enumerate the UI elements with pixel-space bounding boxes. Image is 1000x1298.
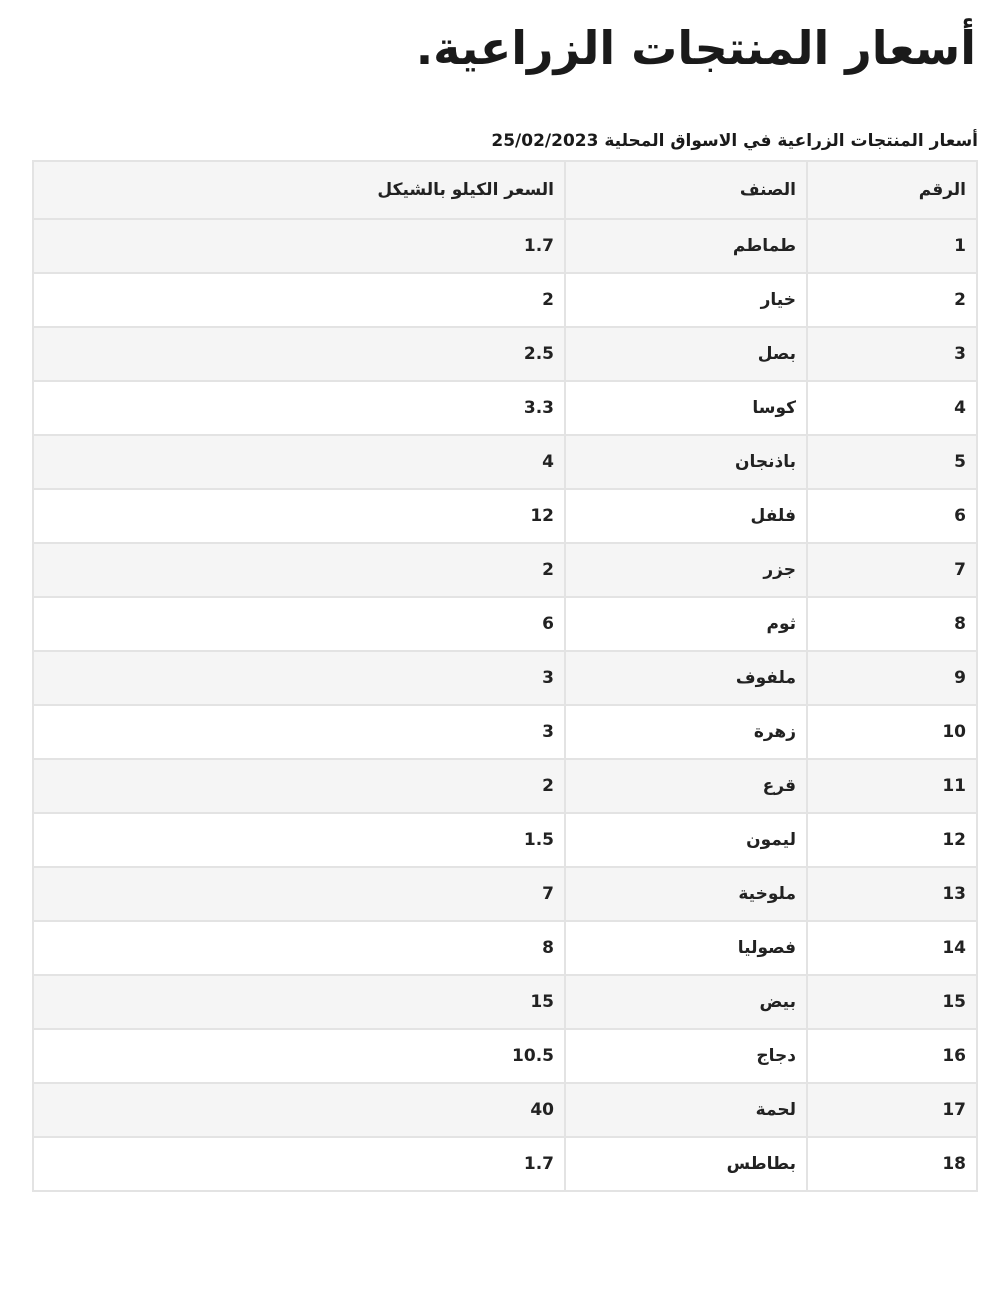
cell-price: 3 bbox=[33, 651, 565, 705]
cell-price: 6 bbox=[33, 597, 565, 651]
cell-price: 2 bbox=[33, 543, 565, 597]
cell-number: 5 bbox=[807, 435, 977, 489]
cell-number: 2 bbox=[807, 273, 977, 327]
table-row bbox=[33, 1137, 977, 1191]
header-number: الرقم bbox=[807, 161, 977, 219]
cell-item: كوسا bbox=[565, 381, 807, 435]
table-row bbox=[33, 435, 977, 489]
cell-number: 11 bbox=[807, 759, 977, 813]
cell-price: 2.5 bbox=[33, 327, 565, 381]
cell-item: بصل bbox=[565, 327, 807, 381]
cell-item: فلفل bbox=[565, 489, 807, 543]
cell-price: 1.5 bbox=[33, 813, 565, 867]
cell-price: 2 bbox=[33, 759, 565, 813]
cell-price: 1.7 bbox=[33, 219, 565, 273]
cell-number: 4 bbox=[807, 381, 977, 435]
page-title: أسعار المنتجات الزراعية. bbox=[415, 21, 976, 75]
prices-table bbox=[32, 160, 978, 1192]
cell-number: 6 bbox=[807, 489, 977, 543]
cell-number: 1 bbox=[807, 219, 977, 273]
table-row bbox=[33, 651, 977, 705]
cell-item: دجاج bbox=[565, 1029, 807, 1083]
cell-item: قرع bbox=[565, 759, 807, 813]
table-row bbox=[33, 813, 977, 867]
cell-price: 12 bbox=[33, 489, 565, 543]
cell-item: ملفوف bbox=[565, 651, 807, 705]
cell-item: زهرة bbox=[565, 705, 807, 759]
cell-price: 4 bbox=[33, 435, 565, 489]
table-row bbox=[33, 381, 977, 435]
cell-price: 15 bbox=[33, 975, 565, 1029]
table-header bbox=[33, 161, 977, 219]
table-body bbox=[33, 219, 977, 1191]
header-price: السعر الكيلو بالشيكل bbox=[33, 161, 565, 219]
cell-price: 3 bbox=[33, 705, 565, 759]
table-row bbox=[33, 867, 977, 921]
cell-item: بطاطس bbox=[565, 1137, 807, 1191]
cell-item: جزر bbox=[565, 543, 807, 597]
cell-number: 17 bbox=[807, 1083, 977, 1137]
cell-number: 18 bbox=[807, 1137, 977, 1191]
cell-number: 3 bbox=[807, 327, 977, 381]
cell-item: ملوخية bbox=[565, 867, 807, 921]
cell-price: 7 bbox=[33, 867, 565, 921]
cell-number: 9 bbox=[807, 651, 977, 705]
table-row bbox=[33, 219, 977, 273]
cell-number: 10 bbox=[807, 705, 977, 759]
cell-item: فصوليا bbox=[565, 921, 807, 975]
cell-price: 8 bbox=[33, 921, 565, 975]
table-row bbox=[33, 1029, 977, 1083]
table-row bbox=[33, 597, 977, 651]
cell-item: ثوم bbox=[565, 597, 807, 651]
table-row bbox=[33, 705, 977, 759]
cell-item: باذنجان bbox=[565, 435, 807, 489]
table-row bbox=[33, 489, 977, 543]
table-row bbox=[33, 273, 977, 327]
table-header-row bbox=[33, 161, 977, 219]
cell-price: 1.7 bbox=[33, 1137, 565, 1191]
table-row bbox=[33, 1083, 977, 1137]
header-item: الصنف bbox=[565, 161, 807, 219]
cell-number: 14 bbox=[807, 921, 977, 975]
cell-number: 8 bbox=[807, 597, 977, 651]
cell-number: 7 bbox=[807, 543, 977, 597]
cell-item: ليمون bbox=[565, 813, 807, 867]
cell-item: بيض bbox=[565, 975, 807, 1029]
cell-number: 16 bbox=[807, 1029, 977, 1083]
cell-item: طماطم bbox=[565, 219, 807, 273]
table-caption: أسعار المنتجات الزراعية في الاسواق المحلية 25/02/2023 bbox=[491, 131, 978, 151]
table-row bbox=[33, 921, 977, 975]
table-row bbox=[33, 327, 977, 381]
cell-price: 2 bbox=[33, 273, 565, 327]
cell-number: 13 bbox=[807, 867, 977, 921]
cell-item: لحمة bbox=[565, 1083, 807, 1137]
cell-price: 10.5 bbox=[33, 1029, 565, 1083]
table-row bbox=[33, 759, 977, 813]
table-row bbox=[33, 975, 977, 1029]
cell-price: 3.3 bbox=[33, 381, 565, 435]
table-row bbox=[33, 543, 977, 597]
cell-price: 40 bbox=[33, 1083, 565, 1137]
cell-item: خيار bbox=[565, 273, 807, 327]
cell-number: 12 bbox=[807, 813, 977, 867]
cell-number: 15 bbox=[807, 975, 977, 1029]
